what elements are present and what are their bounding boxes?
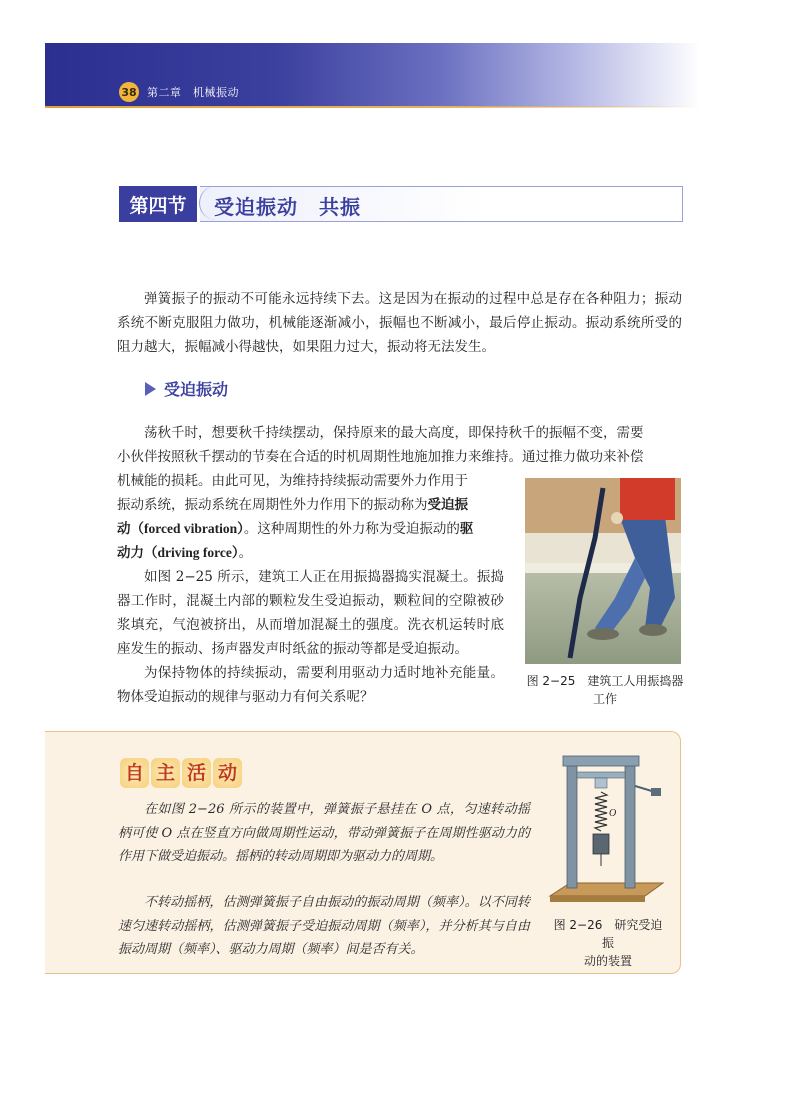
section-tag: 第四节 bbox=[119, 186, 197, 222]
paragraph-vibrator-example: 如图 2−25 所示，建筑工人正在用振捣器捣实混凝土。振捣器工作时，混凝土内部的颗粒发生受迫振动，颗粒间的空隙被砂浆填充，气泡被挤出，从而增加混凝土的强度。洗衣机运转时底座发生的振动、扬声器发声时纸盆的振动等都是受迫振动。 bbox=[117, 569, 504, 657]
chapter-title: 第二章 机械振动 bbox=[147, 86, 239, 99]
text-span: 。 bbox=[238, 545, 253, 561]
term-driving-force: 驱 bbox=[459, 521, 474, 537]
header-band bbox=[45, 43, 700, 107]
activity-title-char: 活 bbox=[182, 758, 211, 788]
text-line: 小伙伴按照秋千摆动的节奏在合适的时机周期性地施加推力来维持。通过推力做功来补偿 bbox=[117, 449, 644, 465]
activity-paragraph-2: 不转动摇柄，估测弹簧振子自由振动的振动周期（频率）。以不同转速匀速转动摇柄，估测弹簧振子受迫振动周期（频率），并分析其与自由振动周期（频率）、驱动力周期（频率）间是否有关。 bbox=[118, 895, 530, 957]
construction-worker-photo bbox=[525, 478, 681, 664]
figure-2-25-caption bbox=[520, 672, 690, 708]
figure-2-26-caption bbox=[548, 916, 668, 970]
caption-line: 图 2−26 研究受迫振 bbox=[553, 918, 663, 950]
subsection-heading bbox=[145, 377, 228, 400]
header-divider bbox=[45, 106, 700, 108]
text-span: 。这种周期性的外力称为受迫振动的 bbox=[243, 521, 460, 537]
activity-paragraph-1: 在如图 2−26 所示的装置中，弹簧振子悬挂在 O 点，匀速转动摇柄可使 O 点在竖直方向做周期性运动，带动弹簧振子在周期性驱动力的作用下做受迫振动。摇柄的转动周期即为驱动力的周期。 bbox=[118, 802, 530, 864]
page-number: 38 bbox=[119, 82, 139, 102]
caption-line: 图 2−25 建筑工人用振捣器 bbox=[526, 674, 684, 688]
triangle-bullet-icon bbox=[145, 382, 156, 396]
paragraph-question: 为保持物体的持续振动，需要利用驱动力适时地补充能量。物体受迫振动的规律与驱动力有何关系呢？ bbox=[117, 665, 504, 705]
intro-paragraph: 弹簧振子的振动不可能永远持续下去。这是因为在振动的过程中总是存在各种阻力；振动系统不断克服阻力做功，机械能逐渐减小，振幅也不断减小，最后停止振动。振动系统所受的阻力越大，振幅减小得越快，如果阻力过大，振动将无法发生。 bbox=[117, 291, 682, 355]
activity-title-char: 动 bbox=[213, 758, 242, 788]
activity-title-char: 主 bbox=[151, 758, 180, 788]
text-line: 荡秋千时，想要秋千持续摆动，保持原来的最大高度，即保持秋千的振幅不变，需要 bbox=[144, 425, 644, 441]
term-forced-vibration-en: （forced vibration） bbox=[130, 521, 244, 536]
forced-vibration-apparatus-diagram bbox=[545, 748, 670, 908]
term-forced-vibration: 受迫振 bbox=[427, 497, 468, 513]
text-line: 机械能的损耗。由此可见，为维持持续振动需要外力作用于 bbox=[117, 473, 468, 489]
activity-title bbox=[120, 758, 244, 788]
text-span: 振动系统，振动系统在周期性外力作用下的振动称为 bbox=[117, 497, 428, 513]
term-driving-force-end: 动力 bbox=[117, 545, 144, 561]
term-forced-vibration-end: 动 bbox=[117, 521, 131, 537]
activity-title-char: 自 bbox=[120, 758, 149, 788]
section-title: 受迫振动 共振 bbox=[214, 195, 361, 219]
caption-line: 工作 bbox=[592, 692, 617, 706]
caption-line: 动的装置 bbox=[583, 954, 632, 968]
term-driving-force-en: （driving force） bbox=[144, 545, 239, 560]
point-o-label: O bbox=[609, 808, 617, 819]
subsection-title: 受迫振动 bbox=[164, 380, 229, 399]
